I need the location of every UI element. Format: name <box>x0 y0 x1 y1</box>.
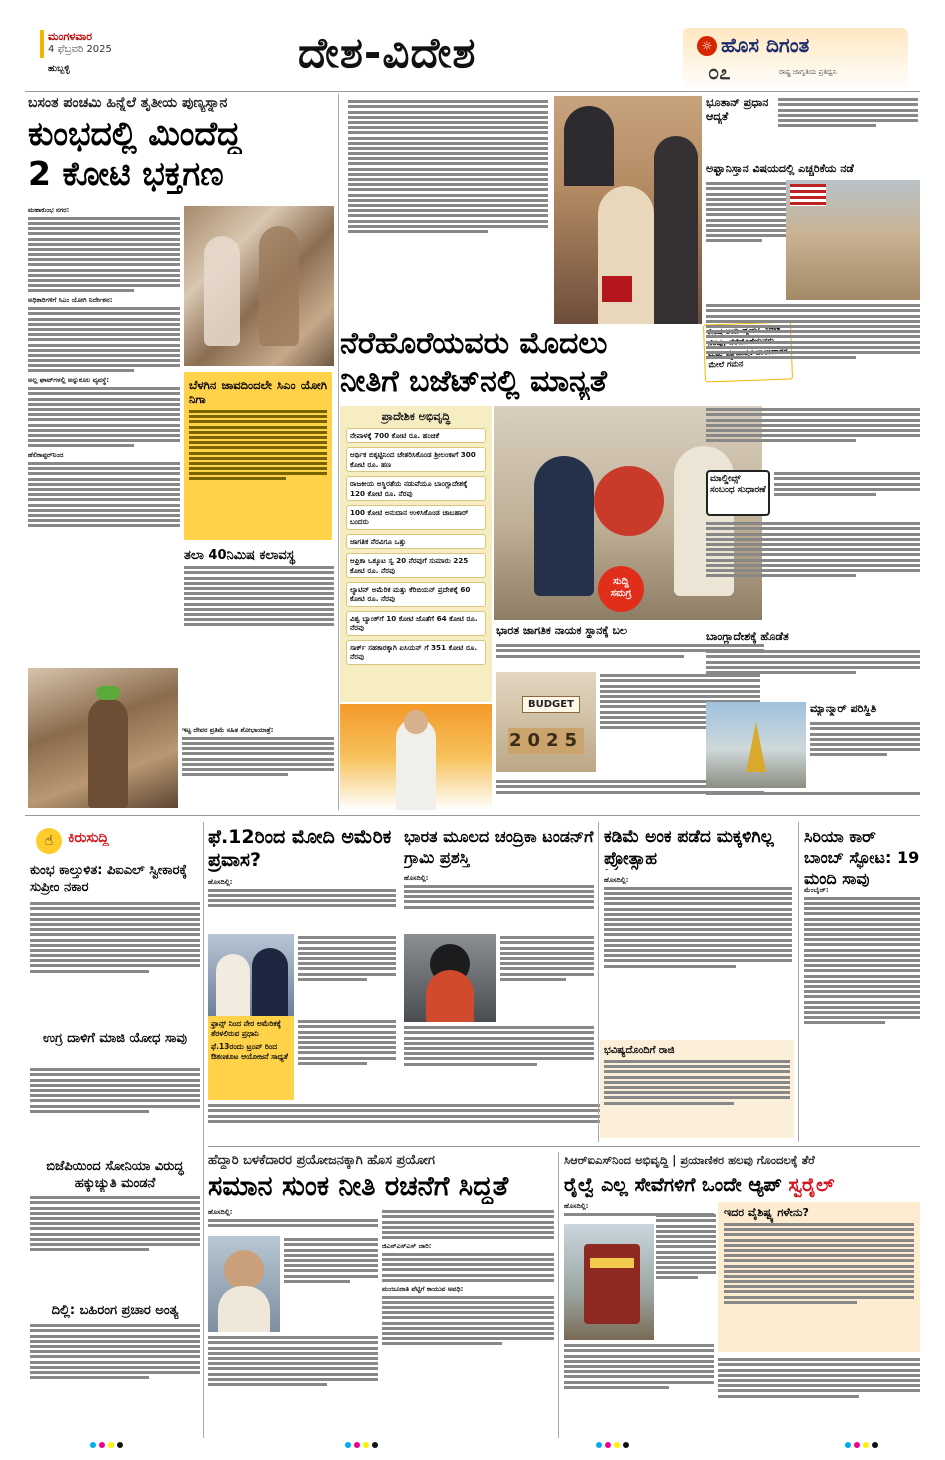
regional-list <box>340 428 492 665</box>
afghan-body <box>706 180 786 300</box>
yogi-box-title: ಬೆಳಗಿನ ಜಾವದಿಂದಲೇ ಸಿಎಂ ಯೋಗಿ ನಿಗಾ <box>189 378 327 406</box>
kalavastha-footer <box>182 726 334 806</box>
registration-dots-mid <box>345 1442 378 1448</box>
regional-item: ಲ್ಯಾಟಿನ್ ಅಮೆರಿಕ ಮತ್ತು ಕೆರಿಬಿಯನ್ ಪ್ರದೇಶಕ್ಕೆ 60 ಕೋಟಿ ರೂ. ನೆರವು <box>346 582 486 607</box>
masthead <box>0 0 945 92</box>
modi-rally-photo <box>340 704 492 810</box>
rail-body-4 <box>718 1356 920 1434</box>
regional-item: ಆರ್ಥಿಕ ಬಿಕ್ಕಟ್ಟಿನಿಂದ ಚೇತರಿಸಿಕೊಂಡ ಶ್ರೀಲಂಕಾಗೆ 300 ಕೋಟಿ ರೂ. ಹಣ <box>346 447 486 472</box>
bangla-head: ಬಾಂಗ್ಲಾದೇಶಕ್ಕೆ ಹೊಡೆತ <box>706 630 789 643</box>
modi-us-body <box>208 878 396 932</box>
toll-kicker: ಹೆದ್ದಾರಿ ಬಳಕೆದಾರರ ಪ್ರಯೋಜನಕ್ಕಾಗಿ ಹೊಸ ಪ್ರಯೋಗ <box>208 1153 435 1168</box>
regional-item: ವಿಶ್ವ ಬ್ಯಾಂಕ್‌ಗೆ 10 ಕೋಟಿ ಜೊತೆಗೆ 64 ಕೋಟಿ ರೂ. ನೆರವು <box>346 611 486 636</box>
regional-title: ಪ್ರಾದೇಶಿಕ ಅಭಿವೃದ್ಧಿ <box>381 410 451 423</box>
syria-headline: ಸಿರಿಯಾ ಕಾರ್ ಬಾಂಬ್ ಸ್ಫೋಟ: 19 ಮಂದಿ ಸಾವು <box>804 827 920 888</box>
regional-item: ಆಫ್ರಿಕಾ ಒಕ್ಕೂಟ ಸ್ವ 20 ನೆರವುಗೆ ಸುಮಾರು 225 ಕೋಟಿ ರೂ. ನೆರವು <box>346 553 486 578</box>
masthead-date: 4 ಫೆಬ್ರವರಿ 2025 <box>48 44 112 55</box>
rail-body-2 <box>656 1212 716 1338</box>
chandrika-body <box>404 874 594 934</box>
lead-body-1 <box>28 206 180 646</box>
kiru-s1-body <box>30 900 200 1028</box>
lead-headline-2: 2 ಕೋಟಿ ಭಕ್ತಗಣ <box>28 154 224 193</box>
masthead-day: ಮಂಗಳವಾರ <box>48 30 93 43</box>
toll-sub1: ಜಿಎನ್ಎಸ್‌ಎಸ್ ಜಾರಿ: <box>382 1242 432 1251</box>
budget-sign: BUDGET <box>522 696 580 713</box>
budget-headline-1: ನೆರೆಹೊರೆಯವರು ಮೊದಲು <box>340 326 608 361</box>
budget-blocks-photo <box>496 672 596 772</box>
finance-minister-photo <box>554 96 702 324</box>
modi-us-cap1: ಫ್ರಾನ್ಸ್ ನಿಂದ ನೇರ ಅಮೆರಿಕಕ್ಕೆ ತೆರಳಲಿರುವ ಪ್ರಧಾನಿ <box>211 1019 281 1038</box>
page-number: ೦೭ <box>708 60 731 84</box>
modi-us-cap2: ಫೆ.13ರಂದು ಟ್ರಂಪ್ ರಿಂದ ಔತಣಕೂಟ ಆಯೋಜನೆ ಸಾಧ್ಯತೆ <box>211 1042 288 1061</box>
maldives-body <box>774 470 920 522</box>
kiru-s2: ಉಗ್ರ ದಾಳಿಗೆ ಮಾಜಿ ಯೋಧ ಸಾವು <box>43 1031 187 1046</box>
chandrika-body-2 <box>404 1024 594 1102</box>
modi-us-callouts <box>208 1016 294 1100</box>
rail-headline-b: ಸ್ವರೈಲ್ <box>788 1174 835 1196</box>
bhutan-body <box>778 96 918 152</box>
chandrika-side <box>500 934 594 1024</box>
modi-trump-photo <box>208 934 294 1016</box>
kiru-s4-body <box>30 1322 200 1430</box>
kiru-s2-body <box>30 1066 200 1152</box>
sadhu-photo <box>184 206 334 366</box>
bangla-body <box>706 648 920 702</box>
registration-dots-mid2 <box>596 1442 629 1448</box>
brand-emblem-icon: ☼ <box>697 36 717 56</box>
syria-body <box>804 886 920 1138</box>
section-title: ದೇಶ-ವಿದೇಶ <box>298 28 477 77</box>
lead-headline-1: ಕುಂಭದಲ್ಲಿ ಮಿಂದೆದ್ದ <box>28 114 242 153</box>
bhutan-head: ಭೂತಾನ್ ಪ್ರಧಾನ ಆದ್ಯತೆ <box>706 96 769 123</box>
devotee-photo <box>28 668 178 808</box>
toll-body-3 <box>208 1334 378 1434</box>
modi-us-bottom <box>208 1102 603 1148</box>
rail-feature-box <box>718 1202 920 1352</box>
hand-icon: ☝ <box>36 828 62 854</box>
train-photo <box>564 1224 654 1340</box>
budget-headline-2: ನೀತಿಗೆ ಬಜೆಟ್‌ನಲ್ಲಿ ಮಾನ್ಯತೆ <box>340 364 607 399</box>
marks-body <box>604 876 792 1036</box>
global-leader-head: ಭಾರತ ಜಾಗತಿಕ ನಾಯಕ ಸ್ಥಾನಕ್ಕೆ ಬಲ <box>496 624 628 637</box>
afghan-head: ಅಫ್ಘಾನಿಸ್ತಾನ ವಿಷಯದಲ್ಲಿ ಎಚ್ಚರಿಕೆಯ ನಡೆ <box>706 162 854 175</box>
regional-box <box>340 406 492 702</box>
rail-headline-a: ರೈಲ್ವೆ ಎಲ್ಲ ಸೇವೆಗಳಿಗೆ ಒಂದೇ ಆ್ಯಪ್ <box>564 1174 789 1196</box>
marks-dateline: ಹೊಸದಿಲ್ಲಿ: <box>604 876 629 884</box>
marks-sub-box <box>600 1040 794 1138</box>
modi-us-side-2 <box>298 1018 396 1108</box>
kalavastha-title: ತಲಾ 40ನಿಮಿಷ ಕಲಾವಸ್ಥ <box>184 548 295 563</box>
maldives-tag <box>706 470 770 516</box>
myanmar-pagoda-photo <box>706 702 806 788</box>
lead-dateline: ಮಹಾಕುಂಭ ನಗರ: <box>28 206 70 214</box>
right-body-3 <box>706 406 920 470</box>
kiru-s1: ಕುಂಭ ಕಾಲ್ತುಳಿತ: ಪಿಐಎಲ್ ಸ್ವೀಕಾರಕ್ಕೆ ಸುಪ್ರೀಂ ನಕಾರ <box>30 863 188 895</box>
marks-headline: ಕಡಿಮೆ ಅಂಕ ಪಡೆದ ಮಕ್ಕಳಿಗಿಲ್ಲ ಪ್ರೋತ್ಸಾಹ <box>604 827 774 869</box>
right-body-5 <box>706 790 920 810</box>
toll-dateline: ಹೊಸದಿಲ್ಲಿ: <box>208 1208 233 1216</box>
regional-item: ನೇಪಾಳಕ್ಕೆ 700 ಕೋಟಿ ರೂ. ಹಂಚಿಕೆ <box>346 428 486 443</box>
kiru-s3: ಬಿಜೆಪಿಯಿಂದ ಸೋನಿಯಾ ವಿರುದ್ಧ ಹಕ್ಕುಚ್ಯುತಿ ಮಂಡನೆ <box>46 1159 184 1191</box>
right-body-2 <box>706 302 920 402</box>
registration-dots-right <box>845 1442 878 1448</box>
syria-dateline: ಮೆಂಬೈಜ್: <box>804 886 829 894</box>
toll-sub2: ಮಂಜೂರಾತಿ ಪೆಟ್ಟಿಗೆ ಕಾಯುವ ಅವಧಿ: <box>382 1284 464 1293</box>
suddi-2: ಸಮಗ್ರ <box>610 588 632 599</box>
budget-year: 2025 <box>508 728 584 754</box>
rail-dateline: ಹೊಸದಿಲ್ಲಿ: <box>564 1202 589 1210</box>
brand-logo <box>683 28 908 90</box>
lead-sub-1: ಅಧಿಕಾರಿಗಳಿಗೆ ಸಿಎಂ ಯೋಗಿ ನಿರ್ದೇಶನ: <box>28 296 113 305</box>
regional-item: ಸಾರ್ಕ್ ಸಹಕಾರಕ್ಕಾಗಿ ಏಸಿಯನ್ ಗೆ 351 ಕೋಟಿ ರೂ. ನೆರವು <box>346 640 486 665</box>
toll-body-1 <box>208 1208 378 1234</box>
lead-sub-2: ಅಲ್ಲ ಘಾಟ್‌ಗಳಲ್ಲಿ ಅನ್ನುಕೂಲ ವ್ಯವಸ್ಥೆ: <box>28 376 110 385</box>
modi-us-dateline: ಹೊಸದಿಲ್ಲಿ: <box>208 878 233 886</box>
rail-kicker: ಸಿಆರ್‌ಐಎಸ್‌ನಿಂದ ಅಭಿವೃದ್ಧಿ | ಪ್ರಯಾಣಿಕರ ಹಲವು ಗೊಂದಲಕ್ಕೆ ತೆರೆ <box>564 1153 815 1167</box>
chandrika-dateline: ಹೊಸದಿಲ್ಲಿ: <box>404 874 429 882</box>
suddi-badge <box>598 566 644 612</box>
registration-dots-left <box>90 1442 123 1448</box>
lead-sub-3: ಹೆಲಿಕಾಪ್ಟರ್‌ನಿಂದ <box>28 451 64 460</box>
lead-kicker: ಬಸಂತ ಪಂಚಮಿ ಹಿನ್ನೆಲೆ ತೃತೀಯ ಪುಣ್ಯಸ್ನಾನ <box>28 95 228 111</box>
chandrika-photo <box>404 934 496 1022</box>
suddi-1: ಸುದ್ದಿ <box>613 576 629 587</box>
kiru-s3-body <box>30 1194 200 1298</box>
rail-body-3 <box>564 1342 714 1434</box>
myanmar-body <box>810 720 920 790</box>
toll-headline: ಸಮಾನ ಸುಂಕ ನೀತಿ ರಚನೆಗೆ ಸಿದ್ಧತೆ <box>208 1171 509 1202</box>
kiru-s4: ದಿಲ್ಲಿ: ಬಹಿರಂಗ ಪ್ರಚಾರ ಅಂತ್ಯ <box>51 1303 179 1318</box>
kiru-logo-text: ಕಿರುಸುದ್ದಿ <box>68 830 109 846</box>
right-body-4 <box>706 520 920 628</box>
brand-name: ಹೊಸ ದಿಗಂತ <box>721 33 810 57</box>
kiru-logo <box>30 826 200 856</box>
budget-pill-text: ಮೇಲೆ ಗಮನ <box>708 359 744 370</box>
modi-us-headline: ಫೆ.12ರಿಂದ ಮೋದಿ ಅಮೆರಿಕ ಪ್ರವಾಸ? <box>208 826 392 871</box>
gadkari-photo <box>208 1236 280 1332</box>
myanmar-head: ಮ್ಯಾನ್ಮಾರ್ ಪರಿಸ್ಥಿತಿ <box>810 702 877 715</box>
kalavastha-footer-sub: ಇಟ್ಟ ದೇವರ ಪ್ರತಿಮೆ ಸಹಿತ ಶೋಭಾಯಾತ್ರೆ: <box>182 726 274 734</box>
regional-item: 100 ಕೋಟಿ ಅನುದಾನ ಉಳಿಸಿಕೊಂಡ ಚಾಬಹಾರ್ ಬಂದರು <box>346 505 486 530</box>
marks-sub: ಭವಿಷ್ಯದೊಂದಿಗೆ ರಾಜಿ <box>604 1045 675 1056</box>
regional-item: ರಾಜಕೀಯ ಅಸ್ಥಿರತೆಯ ನಡುವೆಯೂ ಬಾಂಗ್ಲಾದೇಶಕ್ಕೆ 120 ಕೋಟಿ ರೂ. ನೆರವು <box>346 476 486 501</box>
toll-body-2 <box>284 1236 378 1332</box>
chandrika-headline: ಭಾರತ ಮೂಲದ ಚಂದ್ರಿಕಾ ಟಂಡನ್‌ಗೆ ಗ್ರಾಮಿ ಪ್ರಶಸ್ತಿ <box>404 827 594 867</box>
afghan-city-photo <box>786 180 920 300</box>
toll-body-4 <box>382 1208 554 1434</box>
budget-top-text <box>344 96 552 326</box>
modi-us-side <box>298 934 396 1016</box>
brand-tagline: ರಾಷ್ಟ್ರ ಜಾಗೃತಿಯ ಪ್ರತಿಧ್ವನಿ <box>779 68 837 76</box>
lead-body-2 <box>184 372 334 668</box>
maldives-tag-text: ಮಾಲ್ಡೀವ್ಸ್ ಸಂಬಂಧ ಸುಧಾರಣೆ <box>710 474 766 495</box>
rail-headline <box>564 1172 920 1198</box>
masthead-city: ಹುಬ್ಬಳ್ಳಿ <box>48 64 70 74</box>
regional-item: ಜಾಗತಿಕ ನೆರವಿಗೂ ಒತ್ತು <box>346 534 486 549</box>
rail-box-title: ಇದರ ವೈಶಿಷ್ಟ್ಯ ಗಳೇನು? <box>724 1206 809 1219</box>
